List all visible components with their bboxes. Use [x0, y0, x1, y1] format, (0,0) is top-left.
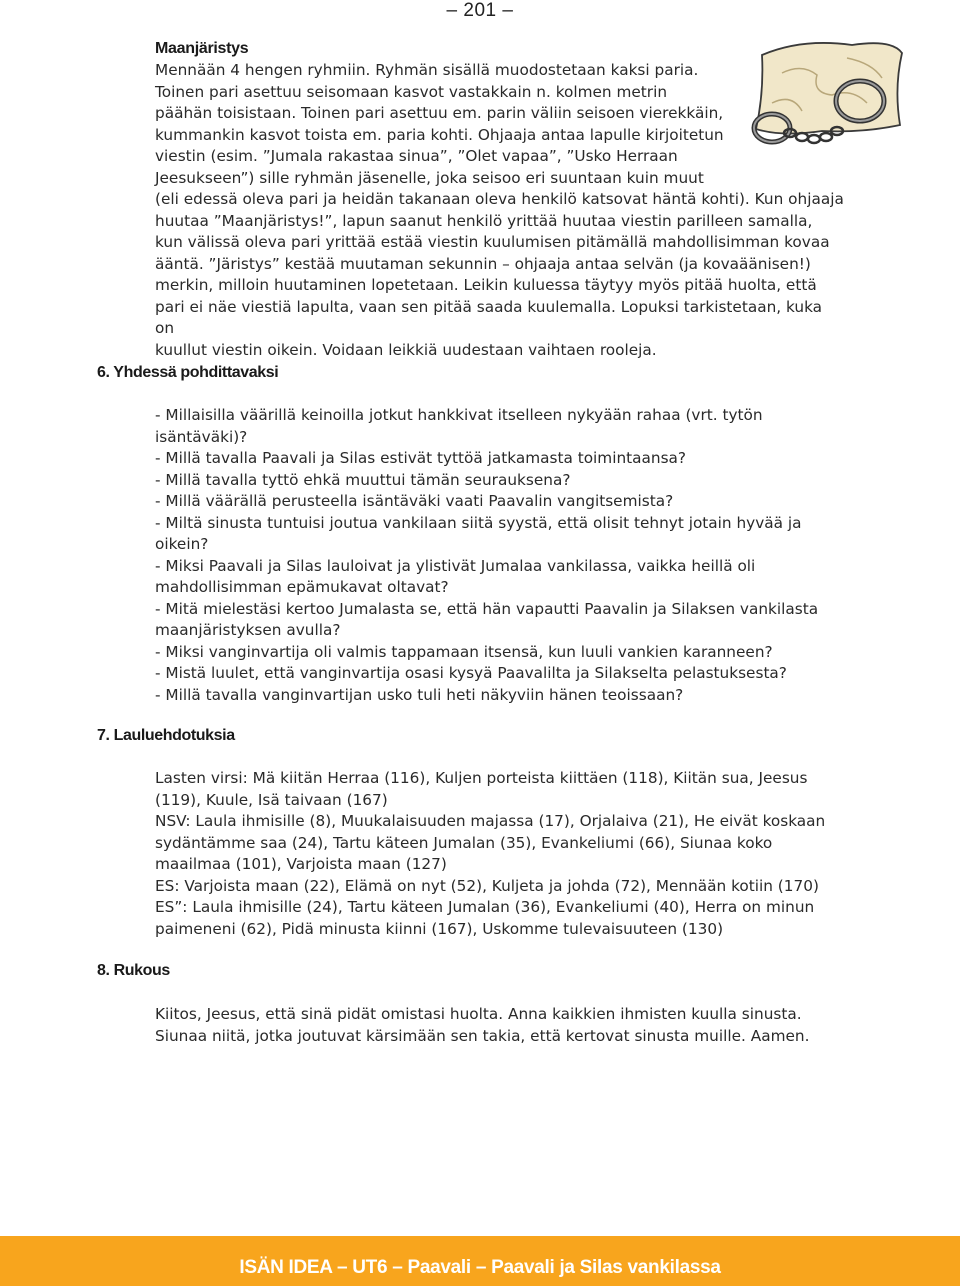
question-item: - Millaisilla väärillä keinoilla jotkut hankkivat itselleen nykyään rahaa (vrt. tytön isäntäväki)? [155, 406, 763, 446]
question-list [155, 405, 845, 706]
question-item: - Miksi Paavali ja Silas lauloivat ja ylistivät Jumalaa vankilassa, vaikka heillä oli mahdollisimman epämukavat oltavat? [155, 556, 756, 596]
question-item: - Millä tavalla vanginvartijan usko tuli heti näkyviin hänen teoissaan? [155, 685, 684, 704]
prayer-text: Kiitos, Jeesus, että sinä pidät omistasi huolta. Anna kaikkien ihmisten kuulla sinusta. Siunaa niitä, jotka joutuvat kärsimään sen takia, että kertovat sinusta muille. Aamen. [155, 1005, 810, 1045]
section-8-heading: 8. Rukous [97, 962, 170, 979]
question-item: - Millä tavalla Paavali ja Silas estivät tyttöä jatkamasta toimintaansa? [155, 449, 687, 467]
footer-title: ISÄN IDEA – UT6 – Paavali – Paavali ja Silas vankilassa [239, 1257, 721, 1278]
question-item: - Millä tavalla tyttö ehkä muuttui tämän seurauksena? [155, 470, 571, 489]
activity-text-top: Mennään 4 hengen ryhmiin. Ryhmän sisällä muodostetaan kaksi paria. Toinen pari asettuu seisomaan kasvot vastakkain n. kolmen metrin päähän toisistaan. Toinen pari asettuu em. parin väliin seisoen vierekkäin, kummankin kasvot toista em. paria kohti. Ohjaaja antaa lapulle kirjoitetun viestin (esim. ”Jumala rakastaa sinua”, ”Olet vapaa”, ”Usko Herraan [155, 61, 724, 165]
question-item: - Mitä mielestäsi kertoo Jumalasta se, että hän vapautti Paavalin ja Silaksen vankilasta maanjäristyksen avulla? [155, 599, 819, 639]
question-item: - Miltä sinusta tuntuisi joutua vankilaan siitä syystä, että olisit tehnyt jotain hyvää ja oikein? [155, 513, 802, 553]
activity-text-rest: Jeesukseen”) sille ryhmän jäsenelle, joka seisoo eri suuntaan kuin muut (eli edessä oleva pari ja heidän takanaan oleva henkilö katsovat häntä kohti). Kun ohjaaja huutaa ”Maanjäristys!”, lapun saanut henkilö yrittää huutaa viestin parilleen samalla, kun välissä oleva pari yrittää estää viestin kuulumisen pitämällä mahdollisimman kovaa ääntä. ”Järistys” kestää muutaman sekunnin – ohjaaja antaa selvän (ja kovaäänisen!) merkin, milloin huutaminen lopetetaan. Leikin kuluessa täytyy myös pitää huolta, että pari ei näe viestiä lapulta, vaan sen pitää saada kuulemalla. Lopuksi tarkistetaan, kuka on kuullut viestin oikein. Voidaan leikkiä uudestaan vaihtaen rooleja. [155, 168, 844, 359]
activity-section [155, 40, 845, 361]
prayer [155, 1004, 845, 1047]
song-suggestions [155, 768, 845, 940]
song-suggestions-text: Lasten virsi: Mä kiitän Herraa (116), Kuljen porteista kiittäen (118), Kiitän sua, Jeesus (119), Kuule, Isä taivaan (167) NSV: Laula ihmisille (8), Muukalaisuuden majassa (17), Orjalaiva (21), He eivät koskaan sydäntämme saa (24), Tartu käteen Jumalan (35), Evankeliumi (66), Siunaa koko maailmaa (101), Varjoista maan (127) ES: Varjoista maan (22), Elämä on nyt (52), Kuljeta ja johda (72), Mennään kotiin (170) ES”: Laula ihmisille (24), Tartu käteen Jumalan (36), Evankeliumi (40), Herra on minun paimeneni (62), Pidä minusta kiinni (167), Uskomme tulevaisuuteen (130) [155, 769, 826, 938]
page-number: – 201 – [446, 0, 514, 21]
question-item: - Mistä luulet, että vanginvartija osasi kysyä Paavalilta ja Silakselta pelastuksesta? [155, 664, 787, 682]
question-item: - Miksi vanginvartija oli valmis tappamaan itsensä, kun luuli vankien karanneen? [155, 642, 773, 661]
activity-title: Maanjäristys [155, 40, 249, 57]
section-7-heading: 7. Lauluehdotuksia [97, 727, 235, 744]
section-6-heading: 6. Yhdessä pohdittavaksi [97, 364, 279, 381]
question-item: - Millä väärällä perusteella isäntäväki vaati Paavalin vangitsemista? [155, 492, 674, 510]
